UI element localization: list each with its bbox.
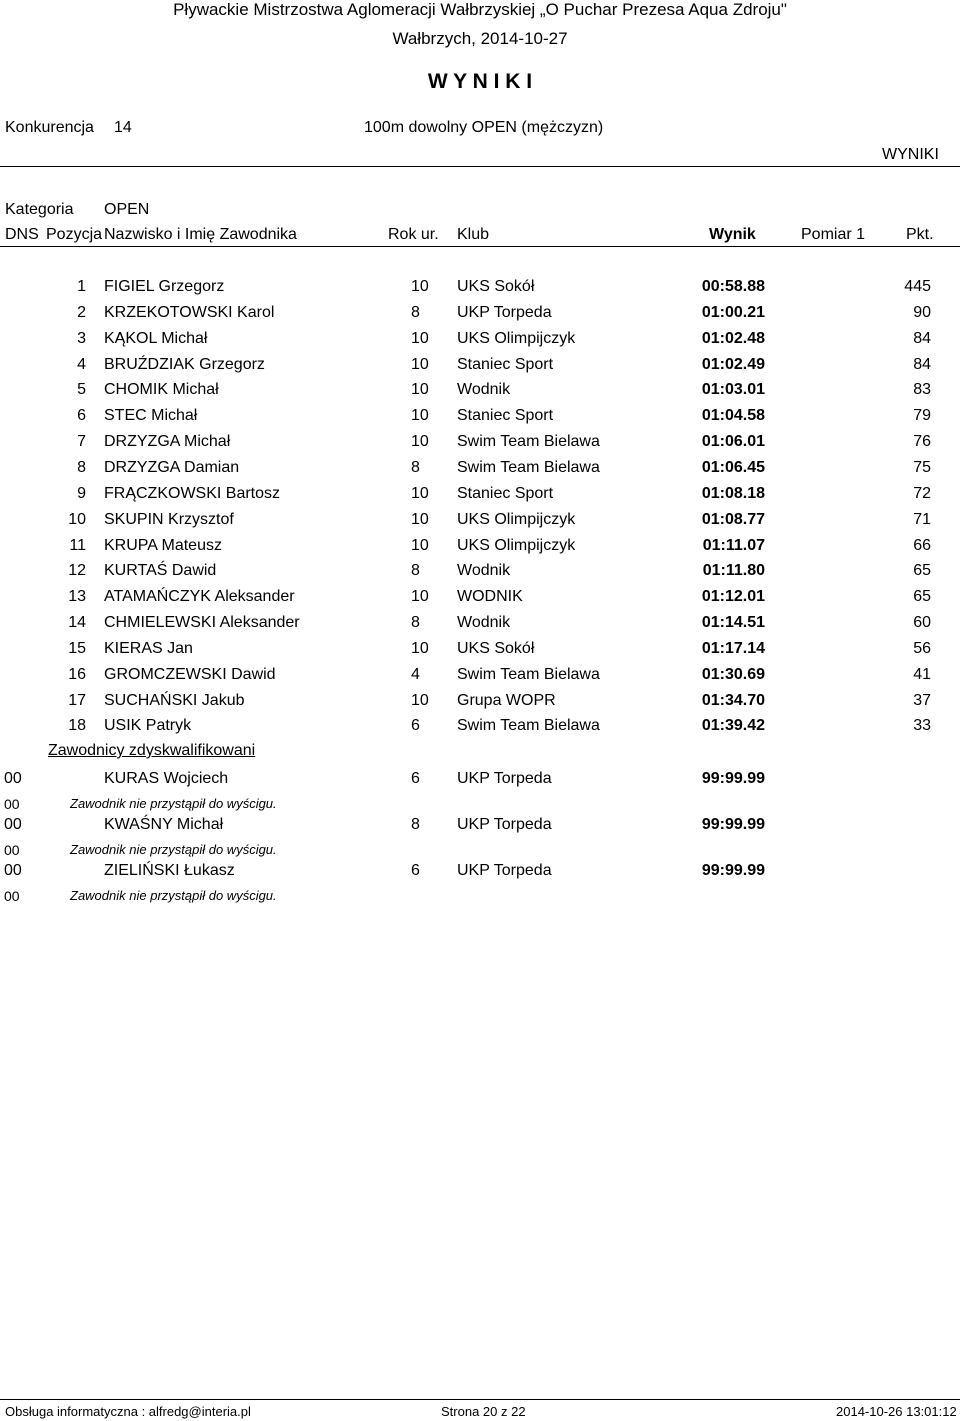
row-position: 6 xyxy=(77,407,86,425)
row-time: 01:39.42 xyxy=(701,717,765,735)
row-name: FIGIEL Grzegorz xyxy=(104,278,225,295)
competition-title: Pływackie Mistrzostwa Aglomeracji Wałbrzyskiej „O Puchar Prezesa Aqua Zdroju" xyxy=(173,0,787,19)
row-year: 6 xyxy=(411,717,420,735)
dq-year: 6 xyxy=(411,862,420,879)
row-points: 84 xyxy=(913,355,931,373)
row-time: 01:06.01 xyxy=(701,433,765,451)
row-club: Wodnik xyxy=(457,562,511,580)
disqualified-heading: Zawodnicy zdyskwalifikowani xyxy=(48,742,256,759)
row-club: Staniec Sport xyxy=(457,355,554,373)
row-position: 5 xyxy=(77,381,86,399)
row-name: USIK Patryk xyxy=(104,717,192,735)
dq-club: UKP Torpeda xyxy=(457,770,552,787)
dq-name: KURAS Wojciech xyxy=(104,770,229,787)
row-time: 01:02.49 xyxy=(701,355,765,373)
row-time: 01:11.80 xyxy=(702,562,765,580)
table-row xyxy=(0,304,960,328)
dq-name: ZIELIŃSKI Łukasz xyxy=(104,862,235,879)
row-time: 01:17.14 xyxy=(701,639,765,657)
row-year: 10 xyxy=(411,278,429,295)
row-name: BRUŹDZIAK Grzegorz xyxy=(104,355,265,373)
row-club: UKS Olimpijczyk xyxy=(457,536,576,554)
dq-club: UKP Torpeda xyxy=(457,816,552,833)
row-position: 13 xyxy=(68,588,86,606)
row-name: CHMIELEWSKI Aleksander xyxy=(104,614,300,632)
row-position: 2 xyxy=(77,303,86,321)
dq-code: 00 xyxy=(4,862,22,879)
divider xyxy=(0,166,960,167)
row-points: 66 xyxy=(913,536,931,554)
row-club: UKP Torpeda xyxy=(457,303,552,321)
table-row xyxy=(0,562,960,586)
footer-divider xyxy=(0,1399,960,1400)
row-position: 14 xyxy=(68,614,86,632)
row-club: UKS Sokół xyxy=(457,639,535,657)
disqualified-row xyxy=(0,816,960,840)
table-row xyxy=(0,614,960,638)
row-year: 10 xyxy=(411,691,429,709)
table-row xyxy=(0,433,960,457)
row-club: UKS Sokół xyxy=(457,278,535,295)
row-name: STEC Michał xyxy=(104,407,198,425)
table-row xyxy=(0,459,960,483)
row-year: 10 xyxy=(411,510,429,528)
row-time: 01:04.58 xyxy=(701,407,765,425)
row-year: 10 xyxy=(411,588,429,606)
row-name: KĄKOL Michał xyxy=(104,329,208,347)
row-position: 15 xyxy=(68,639,86,657)
col-year: Rok ur. xyxy=(388,226,439,243)
row-club: Swim Team Bielawa xyxy=(457,433,600,451)
row-club: Swim Team Bielawa xyxy=(457,717,600,735)
event-number: 14 xyxy=(114,119,132,136)
table-row xyxy=(0,330,960,354)
row-points: 76 xyxy=(913,433,931,451)
table-row xyxy=(0,588,960,612)
row-time: 01:08.77 xyxy=(701,510,765,528)
row-year: 10 xyxy=(411,355,429,373)
row-time: 00:58.88 xyxy=(701,278,765,295)
row-year: 10 xyxy=(411,381,429,399)
event-name: 100m dowolny OPEN (mężczyzn) xyxy=(364,119,604,136)
table-row xyxy=(0,640,960,664)
row-position: 9 xyxy=(77,484,86,502)
disqualified-row xyxy=(0,770,960,794)
row-name: DRZYZGA Damian xyxy=(104,458,240,476)
row-time: 01:08.18 xyxy=(701,484,765,502)
category-label: Kategoria xyxy=(5,201,74,218)
row-points: 83 xyxy=(913,381,931,399)
row-position: 8 xyxy=(77,458,86,476)
col-split: Pomiar 1 xyxy=(801,226,866,243)
row-year: 4 xyxy=(411,665,420,683)
row-year: 8 xyxy=(411,562,420,580)
row-year: 8 xyxy=(411,614,420,632)
row-club: Staniec Sport xyxy=(457,407,554,425)
col-club: Klub xyxy=(457,226,490,243)
row-points: 65 xyxy=(913,562,931,580)
dq-note: Zawodnik nie przystąpił do wyścigu. xyxy=(70,842,277,857)
disqualified-row xyxy=(0,862,960,886)
row-year: 10 xyxy=(411,484,429,502)
dq-note-row xyxy=(0,888,960,912)
table-row xyxy=(0,666,960,690)
row-year: 10 xyxy=(411,639,429,657)
row-year: 8 xyxy=(411,458,420,476)
table-row xyxy=(0,511,960,535)
table-row xyxy=(0,381,960,405)
dq-note: Zawodnik nie przystąpił do wyścigu. xyxy=(70,796,277,811)
row-points: 56 xyxy=(913,639,931,657)
row-points: 65 xyxy=(913,588,931,606)
row-position: 11 xyxy=(69,536,86,554)
competition-date: Wałbrzych, 2014-10-27 xyxy=(392,29,568,48)
table-row xyxy=(0,278,960,302)
row-name: KRUPA Mateusz xyxy=(104,536,222,554)
row-points: 84 xyxy=(913,329,931,347)
row-points: 72 xyxy=(913,484,931,502)
table-row xyxy=(0,407,960,431)
dq-name: KWAŚNY Michał xyxy=(104,816,224,833)
footer-timestamp: 2014-10-26 13:01:12 xyxy=(836,1404,957,1419)
dq-year: 8 xyxy=(411,816,420,833)
dq-time: 99:99.99 xyxy=(701,770,765,787)
row-name: FRĄCZKOWSKI Bartosz xyxy=(104,484,281,502)
row-club: UKS Olimpijczyk xyxy=(457,510,576,528)
row-year: 10 xyxy=(411,407,429,425)
divider xyxy=(0,246,960,247)
row-position: 17 xyxy=(68,691,86,709)
row-position: 16 xyxy=(68,665,86,683)
row-time: 01:12.01 xyxy=(701,588,765,606)
table-row xyxy=(0,537,960,561)
dq-code: 00 xyxy=(4,816,22,833)
row-points: 33 xyxy=(913,717,931,735)
row-time: 01:02.48 xyxy=(701,329,765,347)
row-points: 71 xyxy=(913,510,931,528)
row-name: KRZEKOTOWSKI Karol xyxy=(104,303,275,321)
row-points: 37 xyxy=(913,691,931,709)
row-position: 1 xyxy=(77,278,86,295)
row-club: UKS Olimpijczyk xyxy=(457,329,576,347)
dq-time: 99:99.99 xyxy=(701,862,765,879)
row-club: Swim Team Bielawa xyxy=(457,665,600,683)
row-time: 01:00.21 xyxy=(701,303,765,321)
table-row xyxy=(0,717,960,741)
row-name: GROMCZEWSKI Dawid xyxy=(104,665,276,683)
col-dns: DNS xyxy=(5,226,39,243)
row-position: 10 xyxy=(68,510,86,528)
col-result: Wynik xyxy=(709,226,756,243)
row-name: ATAMAŃCZYK Aleksander xyxy=(104,588,295,606)
col-points: Pkt. xyxy=(906,226,934,243)
footer-page: Strona 20 z 22 xyxy=(441,1404,526,1419)
row-club: Swim Team Bielawa xyxy=(457,458,600,476)
row-position: 18 xyxy=(68,717,86,735)
results-heading: W Y N I K I xyxy=(427,70,533,93)
dq-note: Zawodnik nie przystąpił do wyścigu. xyxy=(70,888,277,903)
row-points: 75 xyxy=(913,458,931,476)
row-points: 445 xyxy=(904,278,931,295)
row-club: Wodnik xyxy=(457,614,511,632)
row-name: CHOMIK Michał xyxy=(104,381,219,399)
dq-note-code: 00 xyxy=(4,842,20,858)
col-name: Nazwisko i Imię Zawodnika xyxy=(104,226,297,243)
row-club: Wodnik xyxy=(457,381,511,399)
row-year: 10 xyxy=(411,433,429,451)
row-year: 10 xyxy=(411,329,429,347)
col-position: Pozycja xyxy=(46,226,103,243)
row-name: SKUPIN Krzysztof xyxy=(104,510,234,528)
row-time: 01:34.70 xyxy=(701,691,765,709)
category-value: OPEN xyxy=(104,201,150,218)
row-position: 4 xyxy=(77,355,86,373)
row-name: KURTAŚ Dawid xyxy=(104,562,217,580)
table-row xyxy=(0,485,960,509)
row-year: 10 xyxy=(411,536,429,554)
event-status: WYNIKI xyxy=(882,146,939,163)
row-club: Grupa WOPR xyxy=(457,691,556,709)
row-time: 01:03.01 xyxy=(701,381,765,399)
row-points: 41 xyxy=(913,665,931,683)
row-position: 12 xyxy=(68,562,86,580)
row-time: 01:30.69 xyxy=(701,665,765,683)
dq-note-code: 00 xyxy=(4,796,20,812)
dq-note-code: 00 xyxy=(4,888,20,904)
row-time: 01:14.51 xyxy=(701,614,765,632)
row-name: KIERAS Jan xyxy=(104,639,193,657)
row-time: 01:11.07 xyxy=(702,536,765,554)
table-row xyxy=(0,692,960,716)
row-year: 8 xyxy=(411,303,420,321)
row-club: Staniec Sport xyxy=(457,484,554,502)
row-name: DRZYZGA Michał xyxy=(104,433,231,451)
row-points: 79 xyxy=(913,407,931,425)
table-row xyxy=(0,356,960,380)
footer-contact: Obsługa informatyczna : alfredg@interia.pl xyxy=(5,1404,251,1419)
row-time: 01:06.45 xyxy=(701,458,765,476)
row-position: 3 xyxy=(77,329,86,347)
row-club: WODNIK xyxy=(457,588,523,606)
row-points: 60 xyxy=(913,614,931,632)
event-label: Konkurencja xyxy=(5,119,94,136)
dq-club: UKP Torpeda xyxy=(457,862,552,879)
row-name: SUCHAŃSKI Jakub xyxy=(104,691,245,709)
dq-code: 00 xyxy=(4,770,22,787)
dq-time: 99:99.99 xyxy=(701,816,765,833)
dq-year: 6 xyxy=(411,770,420,787)
row-position: 7 xyxy=(77,433,86,451)
row-points: 90 xyxy=(913,303,931,321)
